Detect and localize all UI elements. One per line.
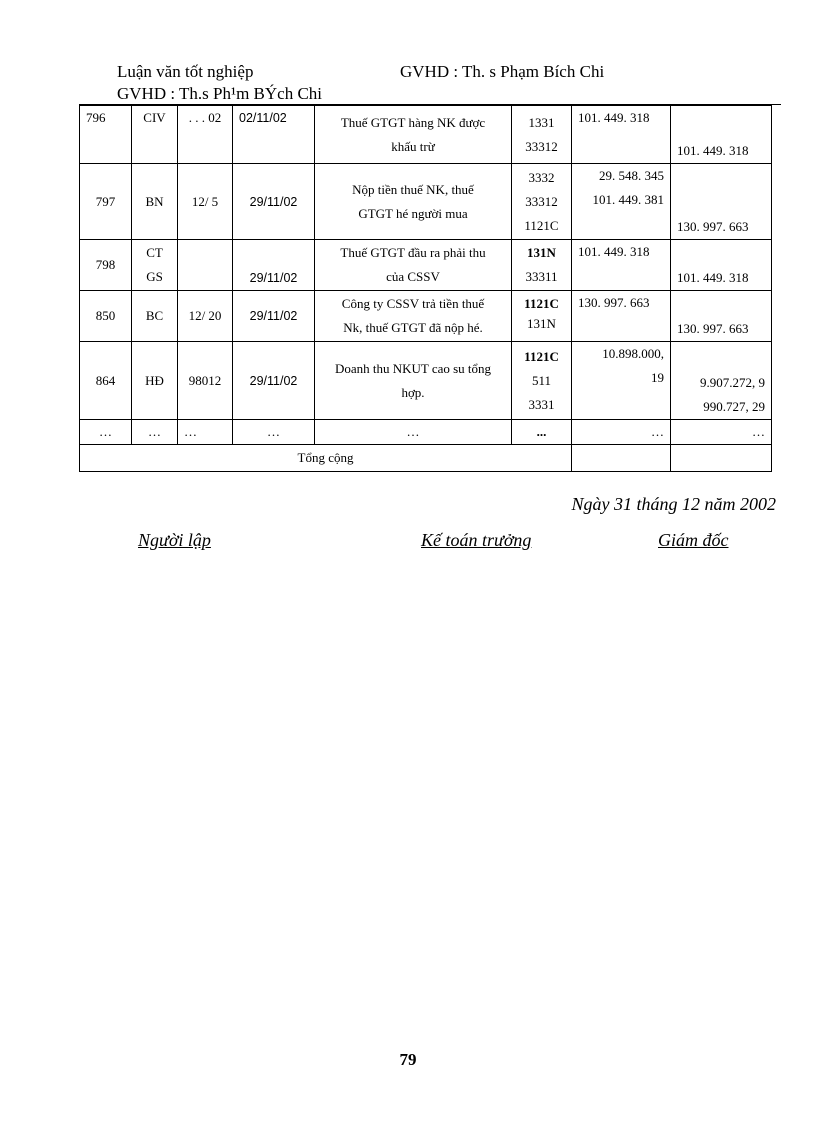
doc-type: BN [132,164,178,240]
table-row [80,164,772,240]
debit-amount: 29. 548. 345 101. 449. 381 [572,164,671,240]
description: Thuế GTGT hàng NK được khấu trừ [315,106,512,164]
table-row [80,342,772,420]
credit-amount: 9.907.272, 9 990.727, 29 [671,342,772,420]
ellipsis-cell: … [315,420,512,445]
entry-number: 797 [80,164,132,240]
doc-type: HĐ [132,342,178,420]
doc-number: . . . 02 [178,106,233,164]
doc-number [178,240,233,291]
doc-type: BC [132,291,178,342]
header-title: Luận văn tốt nghiệp [117,62,254,81]
signing-date: Ngày 31 tháng 12 năm 2002 [571,494,776,514]
debit-amount: 130. 997. 663 [572,291,671,342]
account: 3332 33312 1121C [512,164,572,240]
ellipsis-cell: … [233,420,315,445]
credit-amount: 130. 997. 663 [671,291,772,342]
ellipsis-cell: … [80,420,132,445]
debit-amount: 101. 449. 318 [572,240,671,291]
description: Doanh thu NKUT cao su tổng hợp. [315,342,512,420]
ellipsis-cell: ... [512,420,572,445]
debit-amount: 10.898.000, 19 [572,342,671,420]
doc-date: 29/11/02 [233,240,315,291]
account: 1121C 131N [512,291,572,342]
debit-amount: 101. 449. 318 [572,106,671,164]
entry-number: 798 [80,240,132,291]
header-advisor: GVHD : Th. s Phạm Bích Chi [400,62,605,81]
credit-amount: 101. 449. 318 [671,106,772,164]
credit-amount: 101. 449. 318 [671,240,772,291]
doc-type: CT GS [132,240,178,291]
description: Công ty CSSV trả tiền thuế Nk, thuế GTGT đã nộp hé. [315,291,512,342]
entry-number: 850 [80,291,132,342]
doc-date: 29/11/02 [233,291,315,342]
table-row [80,106,772,164]
ellipsis-cell: … [132,420,178,445]
entry-number: 864 [80,342,132,420]
credit-amount: 130. 997. 663 [671,164,772,240]
total-row [80,445,772,472]
doc-date: 29/11/02 [233,342,315,420]
account: 1331 33312 [512,106,572,164]
signature-director: Giám đốc [658,530,729,550]
total-debit [572,445,671,472]
total-label: Tổng cộng [80,445,572,472]
entry-number: 796 [80,106,132,164]
description: Thuế GTGT đầu ra phải thu của CSSV [315,240,512,291]
ledger-table [79,105,772,472]
doc-date: 29/11/02 [233,164,315,240]
account: 131N 33311 [512,240,572,291]
ellipsis-cell: … [178,420,233,445]
signature-preparer: Người lập [138,530,211,550]
doc-number: 12/ 5 [178,164,233,240]
header-advisor-garbled: GVHD : Th.s Ph¹m BÝch Chi [117,84,323,103]
table-row-ellipsis [80,420,772,445]
doc-number: 12/ 20 [178,291,233,342]
ellipsis-cell: … [671,420,772,445]
table-row [80,240,772,291]
description: Nộp tiền thuế NK, thuế GTGT hé người mua [315,164,512,240]
total-credit [671,445,772,472]
signature-chief-accountant: Kế toán trưởng [421,530,532,550]
doc-number: 98012 [178,342,233,420]
ellipsis-cell: … [572,420,671,445]
account: 1121C 511 3331 [512,342,572,420]
table-row [80,291,772,342]
doc-date: 02/11/02 [233,106,315,164]
page-number: 79 [399,1050,417,1069]
doc-type: CIV [132,106,178,164]
